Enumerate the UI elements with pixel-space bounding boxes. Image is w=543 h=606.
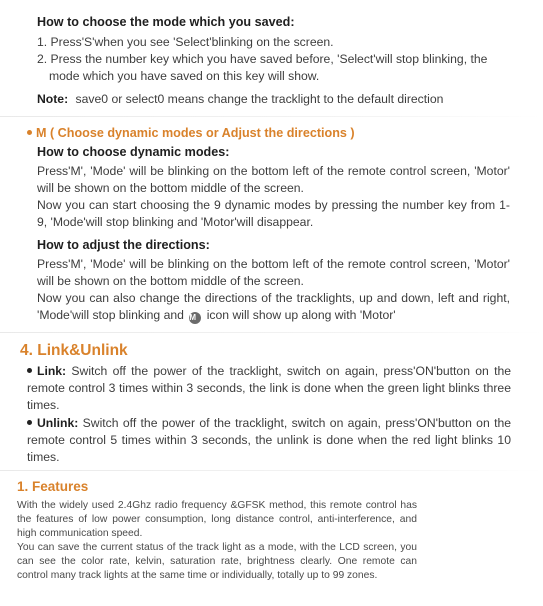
link-unlink-title: 4. Link&Unlink xyxy=(20,342,128,359)
features-paragraph-2: You can save the current status of the track light as a mode, with the LCD screen, you can see the color rate, kelvin, saturation rate, brightness clearly. One remote can control many track lights at the same time or individually, totally up to 99 zones. xyxy=(17,542,417,582)
saved-step-2-line1: 2. Press the number key which you have saved before, 'Select'will stop blinking, the xyxy=(37,52,488,66)
link-item: Link: Switch off the power of the tracklight, switch on again, press'ON'button on the remote control 3 times within 3 seconds, the link is done when the green light blinks three times. xyxy=(27,364,512,413)
adjust-directions-heading: How to adjust the directions: xyxy=(37,238,210,252)
bullet-icon xyxy=(27,420,32,425)
adjust-directions-paragraph-2: Now you can also change the directions of the tracklights, up and down, left and right, 'Mode'will stop blinking and M icon will show up along with 'Motor' xyxy=(37,291,510,323)
saved-note xyxy=(37,91,443,108)
motor-m-icon: M xyxy=(189,312,201,324)
bullet-icon xyxy=(27,368,32,373)
unlink-item: Unlink: Switch off the power of the tracklight, switch on again, press'ON'button on the remote control 5 times within 3 seconds, the unlink is done when the red light blinks 10 times. xyxy=(27,416,512,465)
note-text: save0 or select0 means change the tracklight to the default direction xyxy=(75,92,444,106)
features-paragraph-1: With the widely used 2.4Ghz radio frequency &GFSK method, this remote control has the features of low power consumption, long distance control, anti-interference, and high communication speed. xyxy=(17,500,417,540)
divider xyxy=(0,332,543,333)
dynamic-modes-heading: How to choose dynamic modes: xyxy=(37,145,230,159)
divider xyxy=(0,470,543,471)
saved-mode-heading: How to choose the mode which you saved: xyxy=(37,15,295,29)
features-title: 1. Features xyxy=(17,479,89,494)
saved-step-1: 1. Press'S'when you see 'Select'blinking on the screen. xyxy=(37,35,334,49)
m-section-title: M ( Choose dynamic modes or Adjust the directions ) xyxy=(27,126,355,140)
dynamic-modes-paragraph-2: Now you can start choosing the 9 dynamic modes by pressing the number key from 1-9, 'Mode'will stop blinking and 'Motor'will disappear. xyxy=(37,198,510,230)
divider xyxy=(0,116,543,117)
saved-step-2-line2: mode which you have saved on this key will show. xyxy=(49,69,320,83)
note-label: Note: xyxy=(37,92,69,106)
orange-bullet-icon xyxy=(27,130,32,135)
adjust-directions-paragraph-1: Press'M', 'Mode' will be blinking on the bottom left of the remote control screen, 'Motor' will be shown on the bottom middle of the screen. xyxy=(37,257,510,289)
dynamic-modes-paragraph-1: Press'M', 'Mode' will be blinking on the bottom left of the remote control screen, 'Motor' will be shown on the bottom middle of the screen. xyxy=(37,164,510,196)
